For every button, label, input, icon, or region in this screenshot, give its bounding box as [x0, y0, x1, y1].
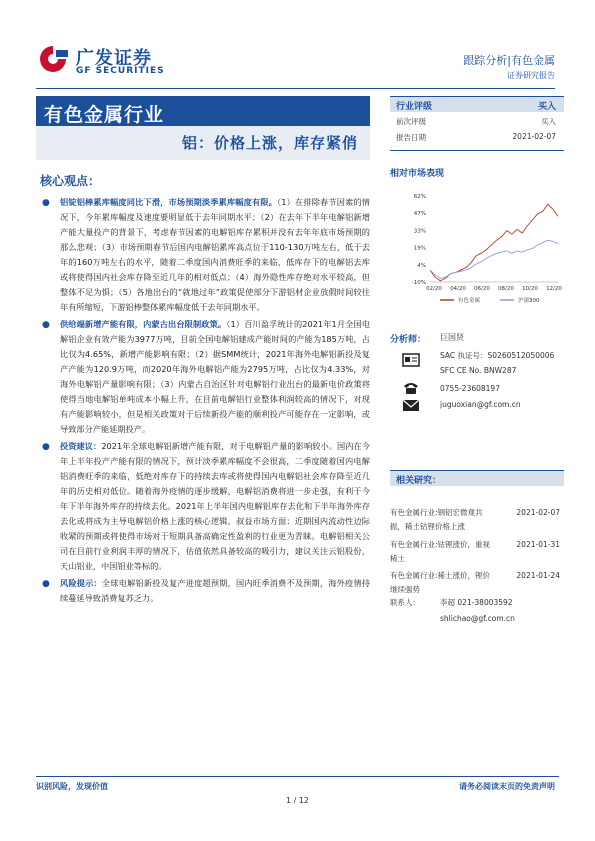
x-tick-label: 04/20: [450, 286, 466, 292]
core-view-item: [40, 439, 370, 574]
core-view-text: 2021年全球电解铝新增产能有限，对于电解铝产量的影响较小。国内在今年上半年投产产能有限的情况下，预计淡季累库幅度不会很高，二季度随着国内电解铝消费旺季的来临，低绝对库存下的持续去库或将使得国内电解铝社会库存降至近几年的历史相对低位。随着海外疫情的逐步缓解，电解铝消费将进一步走强，有利于今年下半年海外库存的持续去化。2021年上半年国内电解铝库存去化和下半年海外库存去化或将成为主导电解铝价格上涨的核心逻辑，叔益市场方面：近期国内流动性边际收紧的预期或将使得市场对于短期具备高确定性盈利的行业更为青睐。电解铝相关公司在目前行业利润丰厚的情况下，估值依然具备较高的吸引力，建议关注云铝股份，天山铝业，中国铝业等标的。: [60, 441, 370, 571]
report-type: 跟踪分析|有色金属: [463, 54, 555, 67]
y-tick-label: 19%: [413, 245, 426, 252]
rating-prev-label: 前次评级: [396, 117, 426, 126]
industry-title-bar: [36, 96, 370, 126]
gf-logo-icon: [36, 44, 70, 74]
core-view-text: （1）在排除春节因素的情况下，今年累库幅度及速度要明显低于去年同期水平；（2）在去年下半年电解铝新增产能大量投产的背景下，考虑春节因素的电解铝库存累积并没有去年年底市场预期的那么悲观；（3）市场预期春节后国内电解铝累库高点位于110-130万吨左右，低于去年的160万吨左右的水平，随着二季度国内消费旺季的来临，低库存下的电解铝去库或将使得国内社会库存降至近几年的相对低点；（4）海外隐性库存绝对水平较高，但整体不足为惧；（5）各地出台的“就地过年”政策促使部分下游铝材企业放假时间较往年有所缩短，下游铝棒整体累库幅度低于去年同期水平。: [60, 197, 370, 312]
legend-label: 沪深300: [518, 298, 540, 304]
analyst-name: 巨国贤: [440, 333, 464, 342]
bullet-icon: ●: [42, 442, 50, 452]
related-item-title-cont: 继续强势: [390, 585, 420, 594]
related-item[interactable]: [390, 506, 564, 534]
x-tick-label: 06/20: [474, 286, 490, 292]
related-item-title: 有色金属行业:钢铝宏微观共: [390, 508, 483, 517]
analyst-email[interactable]: juguoxian@gf.com.cn: [440, 400, 521, 409]
footer-disclaimer: 请务必阅读末页的免责声明: [459, 782, 555, 791]
rating-prev-value: 买入: [541, 117, 556, 126]
y-tick-label: 4%: [417, 262, 426, 269]
core-view-lead: 铝锭铝棒累库幅度同比下滑，市场预期淡季累库幅度有限。: [60, 197, 278, 207]
related-item-date: 2021-01-31: [516, 540, 560, 549]
rating-divider: [390, 150, 564, 151]
rating-prev-row: [390, 112, 564, 128]
report-headline: 铝：价格上涨，库存紧俏: [36, 126, 370, 160]
relative-performance-chart: [390, 190, 564, 308]
id-card-icon: [402, 352, 420, 368]
rating-date-value: 2021-02-07: [512, 132, 556, 141]
analyst-phone: 0755-23608197: [440, 384, 500, 393]
core-view-text: （1）百川盈孚统计的2021年1月全国电解铝企业有效产能为3977万吨，目前全国电解铝建成产能时间的产能为185万吨，占比仅为4.65%，新增产能影响有限；（2）据SMM统计，2021年海外电解铝新投及复产产能为120.9万吨，而2020年海外电解铝产能为2795万吨，占比仅为4.33%，对海外电解铝产量影响有限；（3）内蒙古自治区针对电解铝行业出台的最新电价政策将使得当地电解铝单吨成本小幅上升，在目前电解铝行业整体利润较高的情况下，对现有产能影响较小，但是相关政策对于后续新投产能的顺利投产可能存在一定影响，或导致部分产能延期投产。: [60, 319, 370, 434]
related-item[interactable]: [390, 569, 564, 597]
x-tick-label: 10/20: [522, 286, 538, 292]
y-tick-label: 33%: [413, 228, 426, 235]
footer-divider: [36, 776, 559, 777]
y-tick-label: -10%: [411, 280, 426, 286]
y-tick-label: 47%: [413, 211, 426, 218]
related-item-date: 2021-02-07: [516, 508, 560, 517]
analyst-label: 分析师：: [390, 335, 427, 345]
related-item-title-cont: 振，稀土钴锂价格上涨: [390, 522, 465, 531]
core-view-lead: 供给端新增产能有限，内蒙古出台限制政策。: [60, 319, 227, 329]
x-tick-label: 12/20: [546, 286, 562, 292]
page-number: 1 / 12: [285, 796, 310, 805]
related-item-title: 有色金属行业:稀土涨价，锂价: [390, 571, 491, 580]
header-divider: [36, 88, 555, 89]
report-subtype: 证券研究报告: [507, 71, 555, 80]
core-view-item: [40, 317, 370, 437]
core-view-text: 全球电解铝新投及复产进度超预期，国内旺季消费不及预期，海外疫情持续蔓延导致消费复苏乏力。: [60, 578, 370, 603]
related-item-title: 有色金属行业:钴锂涨价，重视: [390, 540, 491, 549]
bullet-icon: ●: [42, 320, 50, 330]
core-view-lead: 投资建议：: [60, 441, 102, 451]
series-line-nonferrous: [430, 204, 558, 280]
chart-title: 相对市场表现: [390, 169, 445, 179]
rating-head-label: 行业评级: [396, 102, 433, 112]
series-line-csi300: [430, 240, 558, 278]
bullet-icon: ●: [42, 198, 50, 208]
analyst-sfc: SFC CE No. BNW287: [440, 366, 517, 375]
logo-text-cn: 广发证券: [76, 48, 152, 69]
industry-title: 有色金属行业: [44, 104, 165, 126]
core-views-heading: 核心观点：: [40, 174, 101, 188]
y-tick-label: 62%: [413, 194, 426, 200]
footer-slogan: 识别风险，发现价值: [36, 782, 108, 791]
x-tick-label: 02/20: [426, 286, 442, 292]
core-view-item: [40, 195, 370, 315]
core-views-list: [40, 195, 370, 608]
logo-text-en: GF SECURITIES: [76, 66, 165, 76]
rating-table: [390, 96, 564, 151]
analyst-sac: SAC 执证号：S0260512050006: [440, 351, 555, 360]
rating-date-row: [390, 128, 564, 144]
related-research-heading: 相关研究：: [390, 470, 564, 486]
related-item-date: 2021-01-24: [516, 571, 560, 580]
core-view-lead: 风险提示：: [60, 578, 102, 588]
related-item[interactable]: [390, 538, 564, 566]
rating-head-value: 买入: [537, 102, 556, 112]
legend-label: 有色金属: [458, 298, 481, 304]
rating-date-label: 报告日期: [396, 133, 426, 142]
bullet-icon: ●: [42, 579, 50, 589]
contact-email[interactable]: shlichao@gf.com.cn: [440, 614, 515, 623]
phone-icon: [402, 380, 420, 396]
email-icon: [402, 397, 420, 413]
x-tick-label: 08/20: [498, 286, 514, 292]
rating-head-row: [390, 96, 564, 112]
contact-label: 联系人：: [390, 598, 420, 607]
core-view-item: [40, 576, 370, 606]
related-item-title-cont: 稀土: [390, 554, 405, 563]
contact-name-phone: 李超 021-38003592: [440, 598, 513, 607]
